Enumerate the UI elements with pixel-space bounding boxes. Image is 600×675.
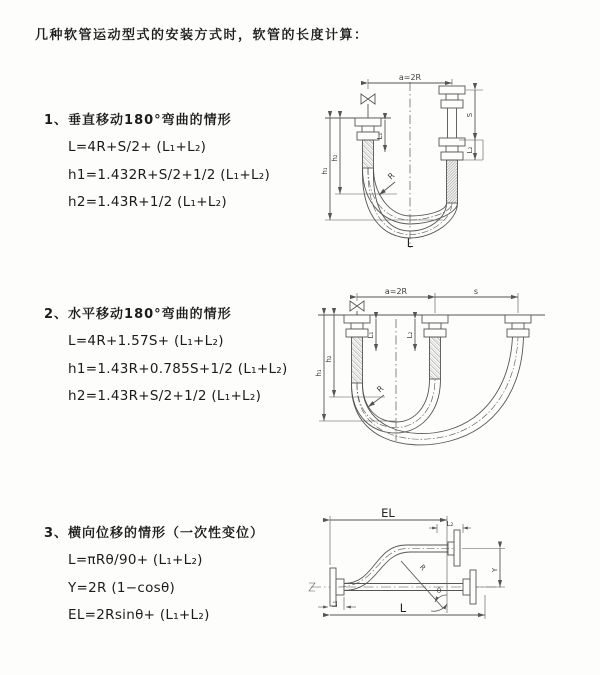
formula-s3-L: L=πRθ/90+ (L₁+L₂) [68, 552, 203, 568]
label-theta: θ [436, 587, 442, 595]
formula-s2-h1: h1=1.43R+0.785S+1/2 (L₁+L₂) [68, 360, 288, 377]
valve-icon [350, 301, 364, 315]
hose-wall-displaced [344, 552, 448, 591]
braided-hose-middle [430, 337, 441, 379]
section-2-heading: 2、水平移动180°弯曲的情形 [44, 307, 232, 322]
braided-hose-left [352, 337, 363, 383]
diagram-vertical-bend-svg [315, 66, 575, 262]
formula-s3-Y: Y=2R (1−cosθ) [68, 579, 176, 596]
label-h1: h₁ [315, 369, 323, 377]
label-l1: L₁ [331, 600, 339, 608]
label-h1: h₁ [321, 167, 329, 175]
label-s: S [466, 112, 474, 118]
braided-hose-right [447, 160, 458, 203]
label-el: EL [381, 506, 395, 520]
label-r: R [417, 563, 428, 573]
label-s: s [473, 287, 479, 296]
diagram-lateral-displacement-svg [303, 503, 518, 653]
theta-arc [431, 604, 447, 611]
diagram-vertical-bend [315, 66, 575, 266]
formula-s1-L: L=4R+S/2+ (L₁+L₂) [68, 139, 207, 155]
label-l2: L₂ [406, 331, 414, 339]
formula-s1-h2: h2=1.43R+1/2 (L₁+L₂) [68, 194, 227, 210]
label-l2: L₂ [446, 520, 454, 528]
diagram-horizontal-bend-svg [310, 281, 590, 453]
section-1 [44, 109, 270, 222]
hose-fitting-right-moved [505, 315, 531, 337]
section-3-heading: 3、横向位移的情形（一次性变位） [44, 526, 265, 541]
diagram-lateral-displacement [303, 503, 518, 657]
formula-s1-h1: h1=1.432R+S/2+1/2 (L₁+L₂) [68, 166, 271, 183]
hose-fitting-middle [422, 315, 448, 379]
hose-fitting-left [344, 315, 370, 383]
hose-wall-displaced [344, 545, 448, 584]
label-l2: L₂ [466, 146, 474, 154]
label-r: R [375, 383, 386, 395]
flange-top-right [448, 530, 460, 566]
label-a2r: a=2R [398, 73, 422, 82]
braided-hose-left [363, 140, 374, 168]
section-2 [44, 303, 288, 416]
section-1-heading: 1、垂直移动180°弯曲的情形 [44, 113, 232, 128]
section-3 [44, 522, 264, 635]
hose-fitting-left [355, 118, 381, 168]
hose-fitting-right [439, 86, 465, 203]
diagram-horizontal-bend [310, 281, 590, 457]
radius-leader [379, 182, 395, 195]
formula-s2-h2: h2=1.43R+S/2+1/2 (L₁+L₂) [68, 388, 262, 404]
label-l1: L₁ [367, 331, 375, 339]
label-h2: h₂ [325, 355, 333, 363]
flange-right-original [463, 570, 476, 604]
formula-s2-L: L=4R+1.57S+ (L₁+L₂) [68, 333, 224, 349]
label-l: L [399, 601, 407, 615]
page-title: 几种软管运动型式的安装方式时，软管的长度计算： [35, 28, 369, 43]
label-y: Y [491, 567, 499, 573]
formula-s3-EL: EL=2Rsinθ+ (L₁+L₂) [68, 607, 210, 623]
label-h2: h₂ [331, 154, 339, 162]
label-l1: L₁ [376, 132, 384, 140]
hose-wall [374, 168, 447, 216]
label-r: R [386, 170, 397, 182]
label-a2r: a=2R [384, 287, 408, 296]
label-l: L [406, 236, 414, 250]
valve-icon [361, 94, 375, 118]
